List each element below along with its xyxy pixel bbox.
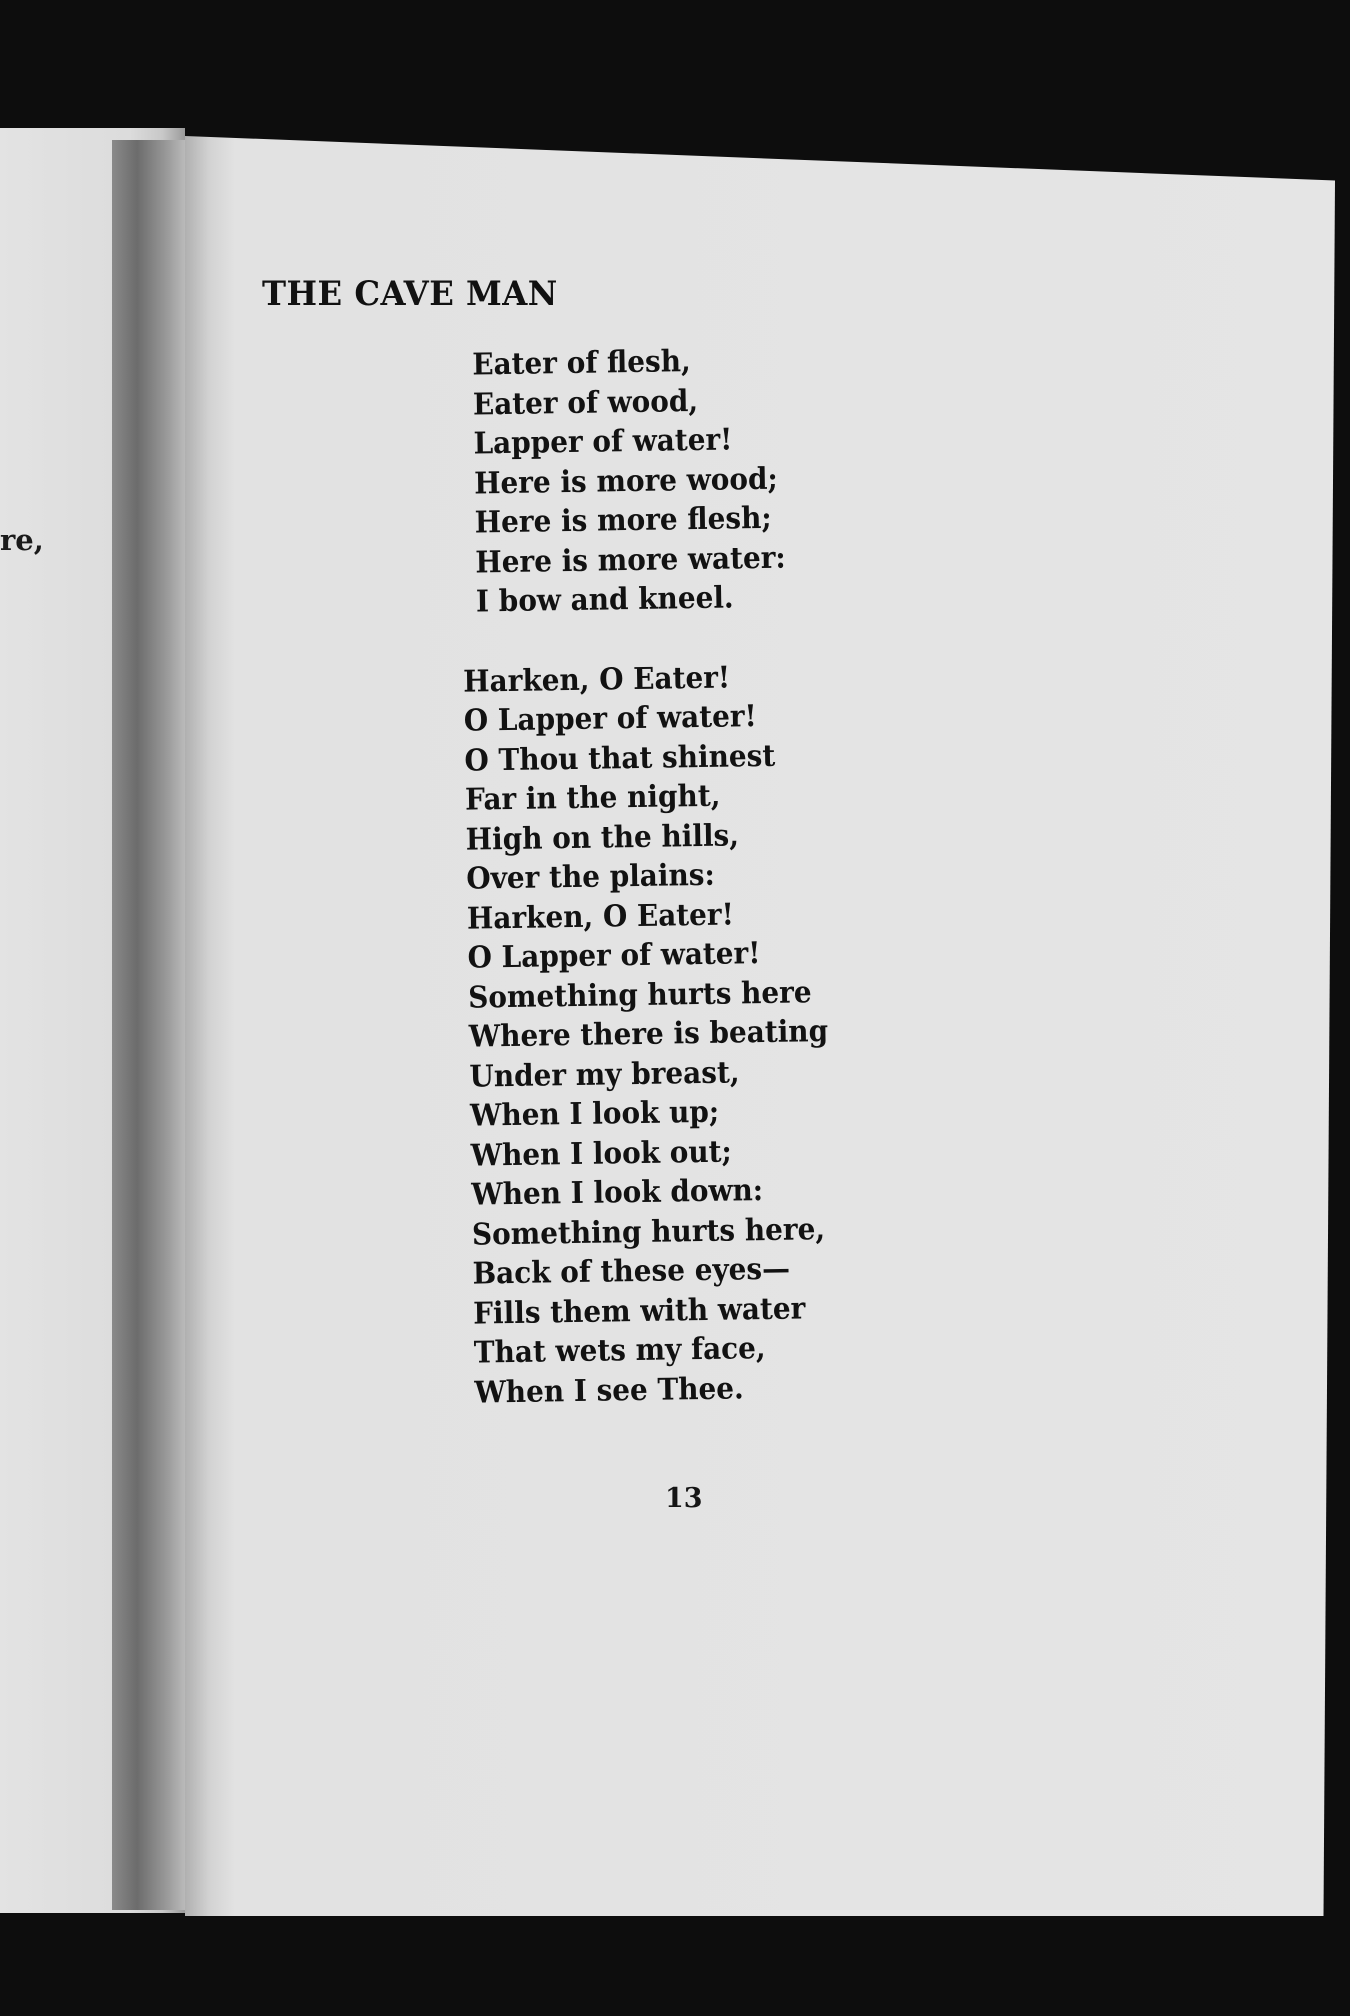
poem-line: Here is more water: — [475, 540, 786, 580]
running-head: THE CAVE MAN — [262, 274, 558, 314]
poem-line: Far in the night, — [464, 778, 721, 818]
poem-line: Something hurts here, — [471, 1211, 826, 1253]
stanza-2 — [445, 655, 917, 1413]
poem-line: High on the hills, — [465, 817, 740, 858]
poem-line: Something hurts here — [467, 974, 812, 1016]
poem-line: Fills them with water — [472, 1290, 806, 1332]
poem-line: Eater of wood, — [472, 383, 699, 422]
poem-line: Where there is beating — [468, 1013, 829, 1055]
poem-line: Here is more flesh; — [474, 500, 772, 541]
stanza-1 — [440, 339, 904, 623]
poem-line: Under my breast, — [469, 1054, 740, 1095]
poem-line: That wets my face, — [473, 1331, 766, 1371]
poem-line: When I look out; — [470, 1134, 733, 1174]
poem-line: When I look down: — [471, 1173, 764, 1213]
poem-line: Here is more wood; — [473, 461, 779, 501]
page-number: 13 — [665, 1483, 703, 1514]
poem-line: Lapper of water! — [473, 422, 733, 462]
poem — [440, 339, 917, 1413]
left-page-text-fragment: re, — [0, 523, 44, 557]
poem-line: O Lapper of water! — [467, 936, 761, 976]
poem-line: When I see Thee. — [474, 1370, 745, 1411]
poem-line: O Lapper of water! — [463, 699, 758, 739]
poem-line: I bow and kneel. — [475, 580, 734, 620]
poem-line: O Thou that shinest — [464, 738, 776, 779]
poem-line: Eater of flesh, — [472, 344, 692, 383]
poem-line: Harken, O Eater! — [466, 896, 735, 937]
poem-line: Back of these eyes— — [472, 1251, 791, 1292]
poem-line: Harken, O Eater! — [463, 659, 731, 700]
poem-line: When I look up; — [469, 1094, 720, 1134]
poem-line: Over the plains: — [466, 857, 716, 897]
